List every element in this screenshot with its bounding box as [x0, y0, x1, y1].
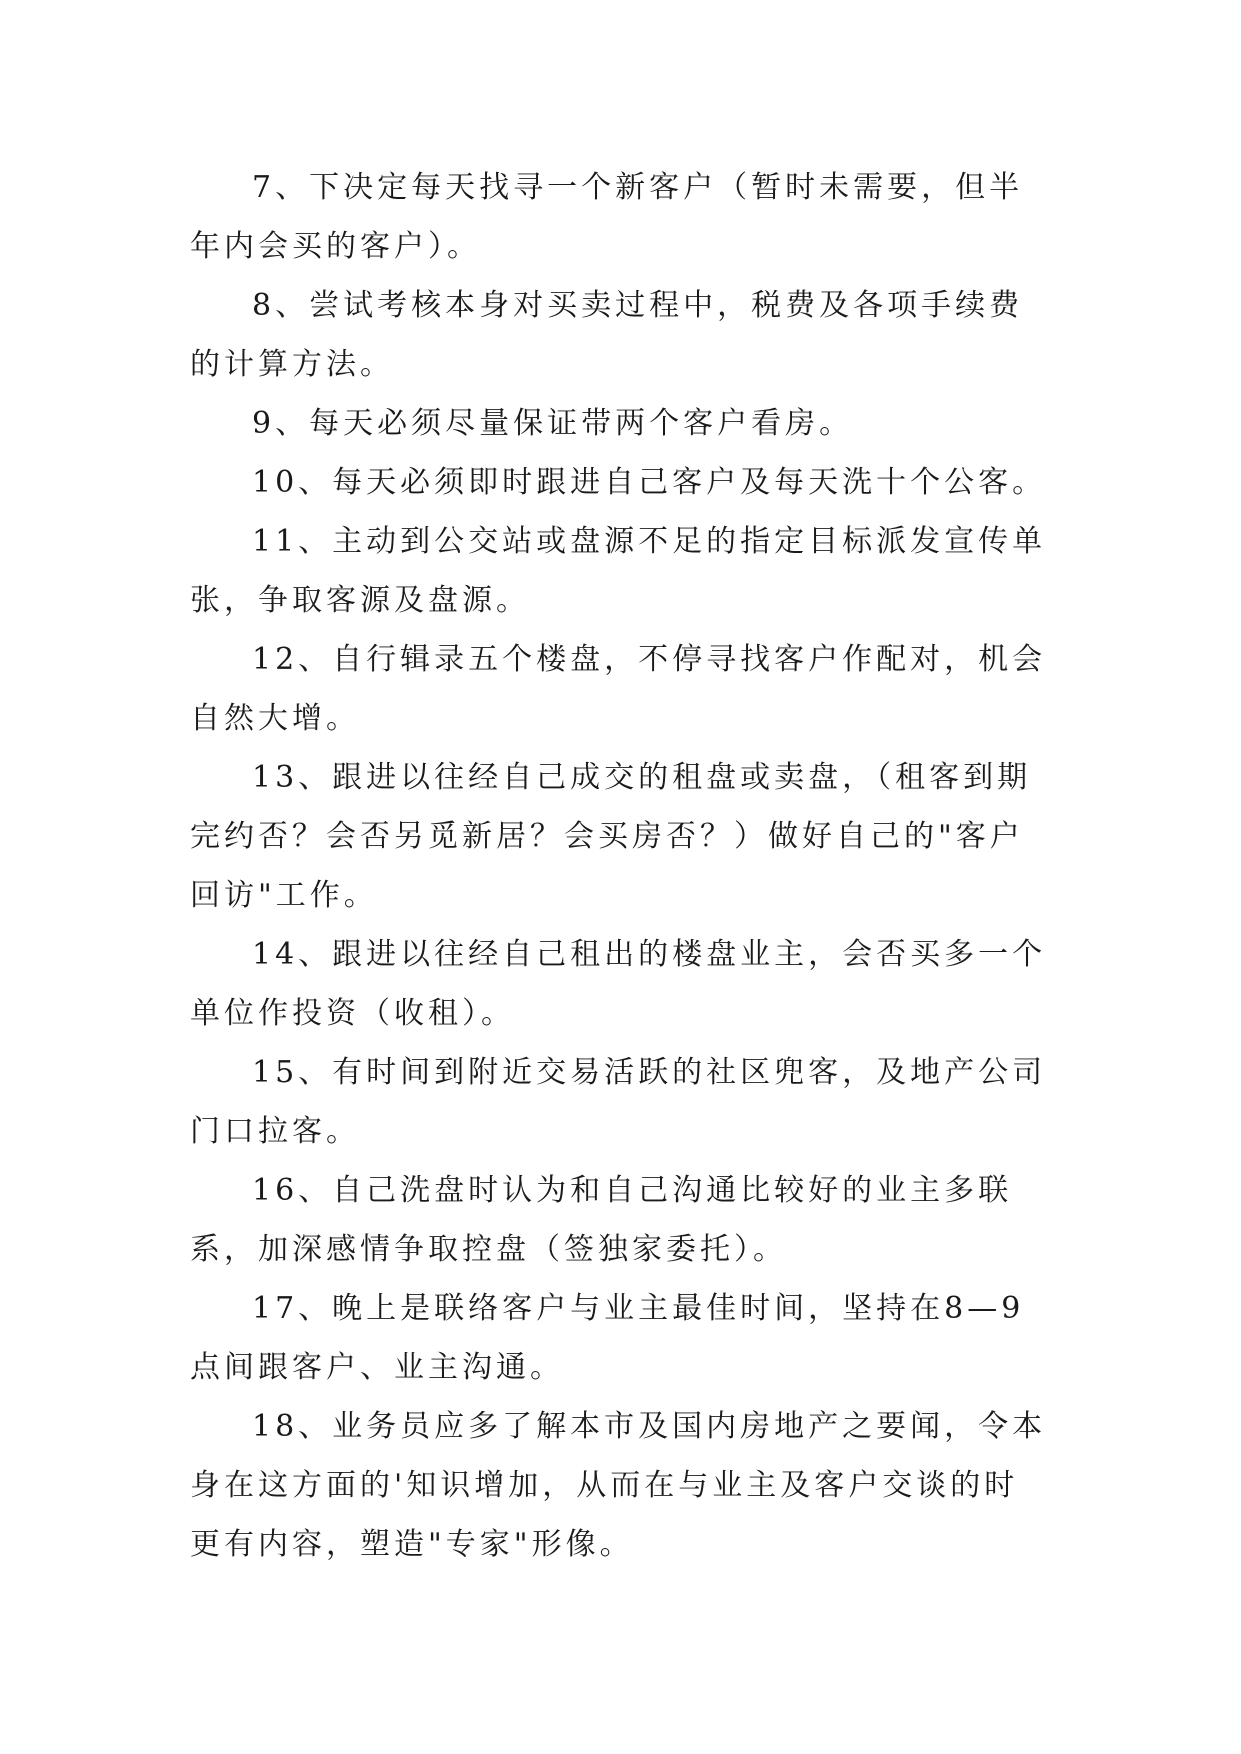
document-body [190, 158, 1050, 1574]
paragraph-item-18: 18、业务员应多了解本市及国内房地产之要闻，令本身在这方面的'知识增加，从而在与业主及客户交谈的时更有内容，塑造"专家"形像。 [190, 1409, 1047, 1562]
paragraph-item-15: 15、有时间到附近交易活跃的社区兜客，及地产公司门口拉客。 [190, 1055, 1047, 1149]
paragraph-item-10: 10、每天必须即时跟进自己客户及每天洗十个公客。 [252, 465, 1047, 500]
paragraph-item-12: 12、自行辑录五个楼盘，不停寻找客户作配对，机会自然大增。 [190, 642, 1047, 736]
paragraph-item-9: 9、每天必须尽量保证带两个客户看房。 [252, 406, 854, 441]
paragraph-item-7: 7、下决定每天找寻一个新客户（暂时未需要，但半年内会买的客户）。 [190, 170, 1024, 264]
paragraph-item-14: 14、跟进以往经自己租出的楼盘业主，会否买多一个单位作投资（收租）。 [190, 937, 1047, 1031]
paragraph-item-16: 16、自己洗盘时认为和自己沟通比较好的业主多联系，加深感情争取控盘（签独家委托）。 [190, 1173, 1013, 1267]
paragraph-item-11: 11、主动到公交站或盘源不足的指定目标派发宣传单张，争取客源及盘源。 [190, 524, 1047, 618]
paragraph-item-13: 13、跟进以往经自己成交的租盘或卖盘，（租客到期完约否？会否另觅新居？会买房否？）做好自己的"客户回访"工作。 [190, 760, 1032, 913]
paragraph-item-8: 8、尝试考核本身对买卖过程中，税费及各项手续费的计算方法。 [190, 288, 1024, 382]
paragraph-item-17: 17、晚上是联络客户与业主最佳时间，坚持在8—9点间跟客户、业主沟通。 [190, 1291, 1025, 1385]
